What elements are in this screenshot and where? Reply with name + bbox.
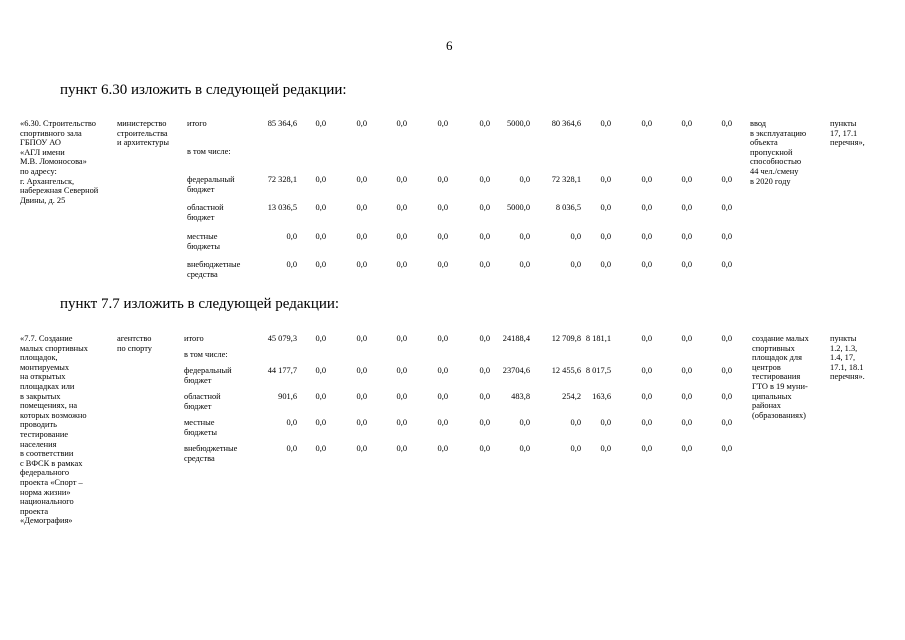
value-cell: 24188,4 bbox=[502, 334, 530, 343]
value-cell: 0,0 bbox=[437, 203, 448, 212]
value-cell: 0,0 bbox=[437, 175, 448, 184]
row-label: федеральный бюджет bbox=[187, 175, 235, 194]
value-cell: 0,0 bbox=[641, 175, 652, 184]
value-cell: 0,0 bbox=[396, 392, 407, 401]
value-cell: 0,0 bbox=[479, 203, 490, 212]
value-cell: 45 079,3 bbox=[267, 334, 297, 343]
value-cell: 72 328,1 bbox=[267, 175, 297, 184]
value-cell: 0,0 bbox=[681, 260, 692, 269]
value-cell: 0,0 bbox=[356, 119, 367, 128]
value-cell: 0,0 bbox=[479, 175, 490, 184]
value-cell: 0,0 bbox=[681, 392, 692, 401]
value-cell: 44 177,7 bbox=[267, 366, 297, 375]
value-cell: 0,0 bbox=[396, 232, 407, 241]
value-cell: 0,0 bbox=[570, 418, 581, 427]
value-cell: 0,0 bbox=[721, 260, 732, 269]
section2-heading: пункт 7.7 изложить в следующей редакции: bbox=[60, 296, 340, 312]
row-label: внебюджетные средства bbox=[184, 444, 238, 463]
value-cell: 0,0 bbox=[570, 444, 581, 453]
value-cell: 0,0 bbox=[641, 392, 652, 401]
value-cell: 13 036,5 bbox=[267, 203, 297, 212]
value-cell: 0,0 bbox=[641, 418, 652, 427]
value-cell: 0,0 bbox=[641, 119, 652, 128]
value-cell: 0,0 bbox=[437, 119, 448, 128]
value-cell: 0,0 bbox=[437, 334, 448, 343]
value-cell: 5000,0 bbox=[506, 203, 530, 212]
value-cell: 0,0 bbox=[437, 232, 448, 241]
value-cell: 0,0 bbox=[600, 232, 611, 241]
value-cell: 0,0 bbox=[641, 366, 652, 375]
executor: министерство строительства и архитектуры bbox=[117, 119, 170, 148]
value-cell: 0,0 bbox=[479, 232, 490, 241]
project-name: «7.7. Создание малых спортивных площадок, монтируемых на открытых площадках или в закрытых помещениях, на которых возможно проводить тестирование населения в соответствии с ВФСК в рамках федерального проекта «Спорт – норма жизни» национального проекта «Демография» bbox=[20, 334, 88, 526]
value-cell: 0,0 bbox=[356, 418, 367, 427]
value-cell: 0,0 bbox=[721, 392, 732, 401]
value-cell: 0,0 bbox=[681, 444, 692, 453]
value-cell: 0,0 bbox=[286, 418, 297, 427]
value-cell: 0,0 bbox=[356, 366, 367, 375]
value-cell: 0,0 bbox=[721, 334, 732, 343]
value-cell: 0,0 bbox=[437, 260, 448, 269]
value-cell: 0,0 bbox=[681, 418, 692, 427]
value-cell: 0,0 bbox=[437, 392, 448, 401]
value-cell: 0,0 bbox=[479, 334, 490, 343]
value-cell: 0,0 bbox=[641, 232, 652, 241]
value-cell: 0,0 bbox=[479, 444, 490, 453]
value-cell: 0,0 bbox=[315, 444, 326, 453]
value-cell: 0,0 bbox=[721, 119, 732, 128]
expected-result: ввод в эксплуатацию объекта пропускной способностью 44 чел./смену в 2020 году bbox=[750, 119, 807, 186]
value-cell: 0,0 bbox=[479, 119, 490, 128]
value-cell: 0,0 bbox=[600, 175, 611, 184]
value-cell: 0,0 bbox=[519, 232, 530, 241]
value-cell: 0,0 bbox=[600, 418, 611, 427]
value-cell: 0,0 bbox=[479, 392, 490, 401]
row-label: в том числе: bbox=[184, 350, 228, 359]
page-number: 6 bbox=[446, 38, 453, 53]
value-cell: 0,0 bbox=[641, 260, 652, 269]
value-cell: 163,6 bbox=[592, 392, 611, 401]
value-cell: 0,0 bbox=[681, 366, 692, 375]
value-cell: 85 364,6 bbox=[267, 119, 297, 128]
expected-result: создание малых спортивных площадок для центров тестирования ГТО в 19 муни- ципальных районах (образованиях) bbox=[752, 334, 809, 420]
value-cell: 0,0 bbox=[600, 260, 611, 269]
row-label: федеральный бюджет bbox=[184, 366, 232, 385]
value-cell: 0,0 bbox=[396, 366, 407, 375]
value-cell: 0,0 bbox=[721, 175, 732, 184]
value-cell: 0,0 bbox=[356, 232, 367, 241]
value-cell: 0,0 bbox=[519, 444, 530, 453]
value-cell: 0,0 bbox=[681, 232, 692, 241]
row-label: местные бюджеты bbox=[184, 418, 218, 437]
value-cell: 0,0 bbox=[396, 175, 407, 184]
row-label: местные бюджеты bbox=[187, 232, 221, 251]
value-cell: 0,0 bbox=[315, 260, 326, 269]
value-cell: 0,0 bbox=[356, 175, 367, 184]
value-cell: 0,0 bbox=[356, 392, 367, 401]
value-cell: 0,0 bbox=[721, 366, 732, 375]
value-cell: 12 455,6 bbox=[551, 366, 581, 375]
row-label: областной бюджет bbox=[187, 203, 224, 222]
value-cell: 0,0 bbox=[356, 334, 367, 343]
row-label: итого bbox=[184, 334, 204, 343]
value-cell: 0,0 bbox=[286, 232, 297, 241]
value-cell: 0,0 bbox=[681, 334, 692, 343]
value-cell: 0,0 bbox=[356, 203, 367, 212]
value-cell: 0,0 bbox=[396, 260, 407, 269]
value-cell: 0,0 bbox=[315, 119, 326, 128]
row-label: итого bbox=[187, 119, 207, 128]
value-cell: 12 709,8 bbox=[551, 334, 581, 343]
value-cell: 72 328,1 bbox=[551, 175, 581, 184]
value-cell: 0,0 bbox=[721, 418, 732, 427]
value-cell: 0,0 bbox=[681, 203, 692, 212]
value-cell: 0,0 bbox=[396, 203, 407, 212]
row-label: областной бюджет bbox=[184, 392, 221, 411]
section1-heading: пункт 6.30 изложить в следующей редакции: bbox=[60, 82, 347, 98]
value-cell: 0,0 bbox=[479, 260, 490, 269]
value-cell: 0,0 bbox=[315, 366, 326, 375]
value-cell: 0,0 bbox=[519, 175, 530, 184]
value-cell: 8 181,1 bbox=[585, 334, 611, 343]
value-cell: 0,0 bbox=[315, 175, 326, 184]
value-cell: 0,0 bbox=[396, 418, 407, 427]
value-cell: 80 364,6 bbox=[551, 119, 581, 128]
value-cell: 0,0 bbox=[315, 392, 326, 401]
value-cell: 0,0 bbox=[600, 203, 611, 212]
value-cell: 0,0 bbox=[681, 119, 692, 128]
value-cell: 0,0 bbox=[356, 444, 367, 453]
value-cell: 901,6 bbox=[278, 392, 297, 401]
value-cell: 0,0 bbox=[286, 444, 297, 453]
value-cell: 254,2 bbox=[562, 392, 581, 401]
value-cell: 0,0 bbox=[396, 444, 407, 453]
value-cell: 0,0 bbox=[570, 260, 581, 269]
value-cell: 0,0 bbox=[519, 260, 530, 269]
value-cell: 483,8 bbox=[511, 392, 530, 401]
reference: пункты 1.2, 1.3, 1.4, 17, 17.1, 18.1 перечня». bbox=[830, 334, 865, 382]
value-cell: 0,0 bbox=[315, 418, 326, 427]
value-cell: 0,0 bbox=[396, 334, 407, 343]
value-cell: 0,0 bbox=[479, 366, 490, 375]
value-cell: 0,0 bbox=[641, 203, 652, 212]
value-cell: 5000,0 bbox=[506, 119, 530, 128]
value-cell: 8 036,5 bbox=[555, 203, 581, 212]
value-cell: 0,0 bbox=[641, 334, 652, 343]
value-cell: 0,0 bbox=[315, 203, 326, 212]
row-label: в том числе: bbox=[187, 147, 231, 156]
value-cell: 0,0 bbox=[315, 334, 326, 343]
project-name: «6.30. Строительство спортивного зала ГБПОУ АО «АГЛ имени М.В. Ломоносова» по адресу: г. Архангельск, набережная Северной Двины, д. 25 bbox=[20, 119, 99, 205]
reference: пункты 17, 17.1 перечня», bbox=[830, 119, 865, 148]
value-cell: 0,0 bbox=[570, 232, 581, 241]
value-cell: 0,0 bbox=[437, 444, 448, 453]
value-cell: 0,0 bbox=[315, 232, 326, 241]
value-cell: 0,0 bbox=[721, 232, 732, 241]
executor: агентство по спорту bbox=[117, 334, 152, 353]
value-cell: 0,0 bbox=[286, 260, 297, 269]
value-cell: 0,0 bbox=[396, 119, 407, 128]
value-cell: 0,0 bbox=[437, 366, 448, 375]
value-cell: 0,0 bbox=[356, 260, 367, 269]
value-cell: 8 017,5 bbox=[585, 366, 611, 375]
value-cell: 23704,6 bbox=[502, 366, 530, 375]
value-cell: 0,0 bbox=[681, 175, 692, 184]
value-cell: 0,0 bbox=[479, 418, 490, 427]
row-label: внебюджетные средства bbox=[187, 260, 241, 279]
value-cell: 0,0 bbox=[437, 418, 448, 427]
value-cell: 0,0 bbox=[721, 203, 732, 212]
value-cell: 0,0 bbox=[721, 444, 732, 453]
value-cell: 0,0 bbox=[641, 444, 652, 453]
value-cell: 0,0 bbox=[600, 444, 611, 453]
value-cell: 0,0 bbox=[519, 418, 530, 427]
value-cell: 0,0 bbox=[600, 119, 611, 128]
